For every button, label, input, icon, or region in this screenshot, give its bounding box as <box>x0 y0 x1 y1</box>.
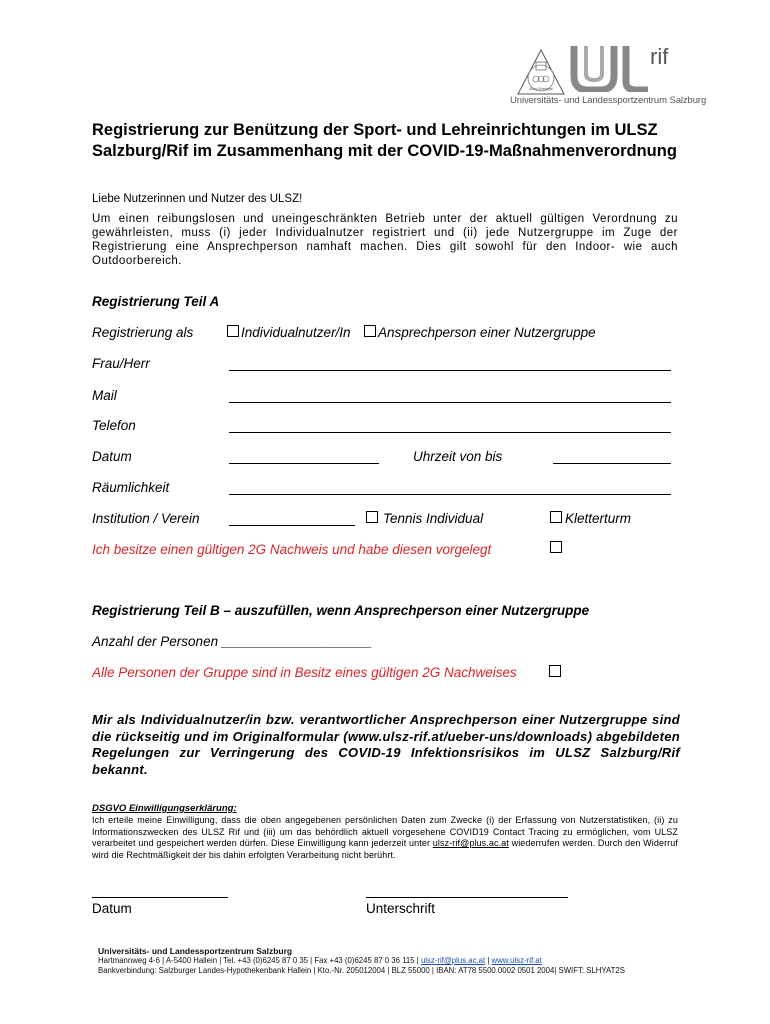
footer-email-link[interactable]: ulsz-rif@plus.ac.at <box>420 956 486 965</box>
part-b-heading: Registrierung Teil B – auszufüllen, wenn Ansprechperson einer Nutzergruppe <box>92 603 590 618</box>
dsgvo-heading: DSGVO Einwilligungserklärung: <box>92 803 237 814</box>
institution-label: Institution / Verein <box>92 511 200 526</box>
room-field[interactable] <box>229 494 671 495</box>
part-a-heading: Registrierung Teil A <box>92 294 220 309</box>
intro-body: Um einen reibungslosen und uneingeschränkten Betrieb unter der aktuell gültigen Verordnung zu gewährleisten, muss (i) jeder Individualnutzer registriert und (ii) jede Nutzergruppe im Zuge der Registrierung eine Ansprechperson namhaft machen. Dies gilt sowohl für den Indoor- wie auch Outdoorbereich. <box>92 213 678 267</box>
page-title: Registrierung zur Benützung der Sport- und Lehreinrichtungen im ULSZ Salzburg/Rif im Zusammenhang mit der COVID-19-Maßnahmenverordnung <box>92 121 677 160</box>
individual-option-label: Individualnutzer/In <box>241 325 351 340</box>
mail-field[interactable] <box>229 402 671 403</box>
time-field[interactable] <box>553 463 671 464</box>
proof-2g-label: Ich besitze einen gültigen 2G Nachweis und habe diesen vorgelegt <box>92 542 492 557</box>
tennis-checkbox[interactable] <box>366 511 378 523</box>
dsgvo-text-after: wiederrufen werden. Durch den Widerruf wird die Rechtmäßigkeit der bis dahin erfolgten Verarbeitung nicht berührt. <box>92 838 678 860</box>
footer-org: Universitäts- und Landessportzentrum Salzburg <box>98 946 293 956</box>
quality-seal-icon <box>516 48 566 98</box>
time-label: Uhrzeit von bis <box>413 449 503 464</box>
footer <box>98 946 678 976</box>
climbing-checkbox[interactable] <box>550 511 562 523</box>
salutation-field[interactable] <box>229 370 671 371</box>
signature-field[interactable] <box>366 897 568 898</box>
ulsz-logo-icon <box>570 44 650 92</box>
intro-greeting: Liebe Nutzerinnen und Nutzer des ULSZ! <box>92 193 303 205</box>
mail-label: Mail <box>92 388 117 403</box>
phone-field[interactable] <box>229 432 671 433</box>
footer-sep: | <box>485 956 492 965</box>
date-label: Datum <box>92 449 132 464</box>
person-count-label: Anzahl der Personen ____________________ <box>92 634 372 649</box>
date-field[interactable] <box>229 463 379 464</box>
phone-label: Telefon <box>92 418 136 433</box>
individual-checkbox[interactable] <box>227 325 239 337</box>
signature-date-label: Datum <box>92 901 132 916</box>
footer-address-line <box>98 956 678 966</box>
brand-subtitle: Universitäts- und Landessportzentrum Salzburg <box>510 95 707 106</box>
dsgvo-email-link[interactable]: ulsz-rif@plus.ac.at <box>432 838 509 848</box>
climbing-label: Kletterturm <box>565 511 632 526</box>
room-label: Räumlichkeit <box>92 480 170 495</box>
register-as-label: Registrierung als <box>92 325 194 340</box>
header-logo <box>510 42 707 108</box>
dsgvo-text <box>92 815 678 861</box>
dsgvo-text-before: Ich erteile meine Einwilligung, dass die oben angegebenen persönlichen Daten zum Zwecke (i) der Erfassung von Nutzerstatistiken, (ii) zu Informationszwecken des ULSZ Rif und (iii) um das behördlich aktuell vorgesehene COVID19 Contact Tracing zu ermöglichen, vom ULSZ verarbeitet und gespeichert werden dürfen. Diese Einwilligung kann jederzeit unter <box>92 815 678 848</box>
group-2g-label: Alle Personen der Gruppe sind in Besitz eines gültigen 2G Nachweises <box>92 665 517 680</box>
institution-field[interactable] <box>229 525 355 526</box>
intro <box>92 192 678 268</box>
signature-label: Unterschrift <box>366 901 436 916</box>
salutation-label: Frau/Herr <box>92 356 150 371</box>
brand-short: rif <box>650 44 669 69</box>
contact-person-option-label: Ansprechperson einer Nutzergruppe <box>378 325 596 340</box>
proof-2g-checkbox[interactable] <box>550 541 562 553</box>
seal-text: Sport-Gütesiegel <box>529 87 553 91</box>
declaration-text: Mir als Individualnutzer/in bzw. verantwortlicher Ansprechperson einer Nutzergruppe sind die rückseitig und im Originalformular (www.ulsz-rif.at/ueber-uns/downloads) abgebildeten Regelungen zur Verringerung des COVID-19 Infektionsrisikos im ULSZ Salzburg/Rif bekannt. <box>92 712 680 777</box>
group-2g-checkbox[interactable] <box>549 665 561 677</box>
tennis-label: Tennis Individual <box>383 511 484 526</box>
signature-date-field[interactable] <box>92 897 228 898</box>
footer-address: Hartmannweg 4-6 | A-5400 Hallein | Tel. +43 (0)6245 87 0 35 | Fax +43 (0)6245 87 0 36 115 | <box>98 956 421 965</box>
footer-bank: Bankverbindung: Salzburger Landes-Hypothekenbank Hallein | Kto.-Nr. 205012004 | BLZ 55000 | IBAN: AT78 5500 0002 0501 2004| SWIFT: SLHYAT2S <box>98 966 625 975</box>
contact-person-checkbox[interactable] <box>364 325 376 337</box>
footer-web-link[interactable]: www.ulsz-rif.at <box>491 956 542 965</box>
